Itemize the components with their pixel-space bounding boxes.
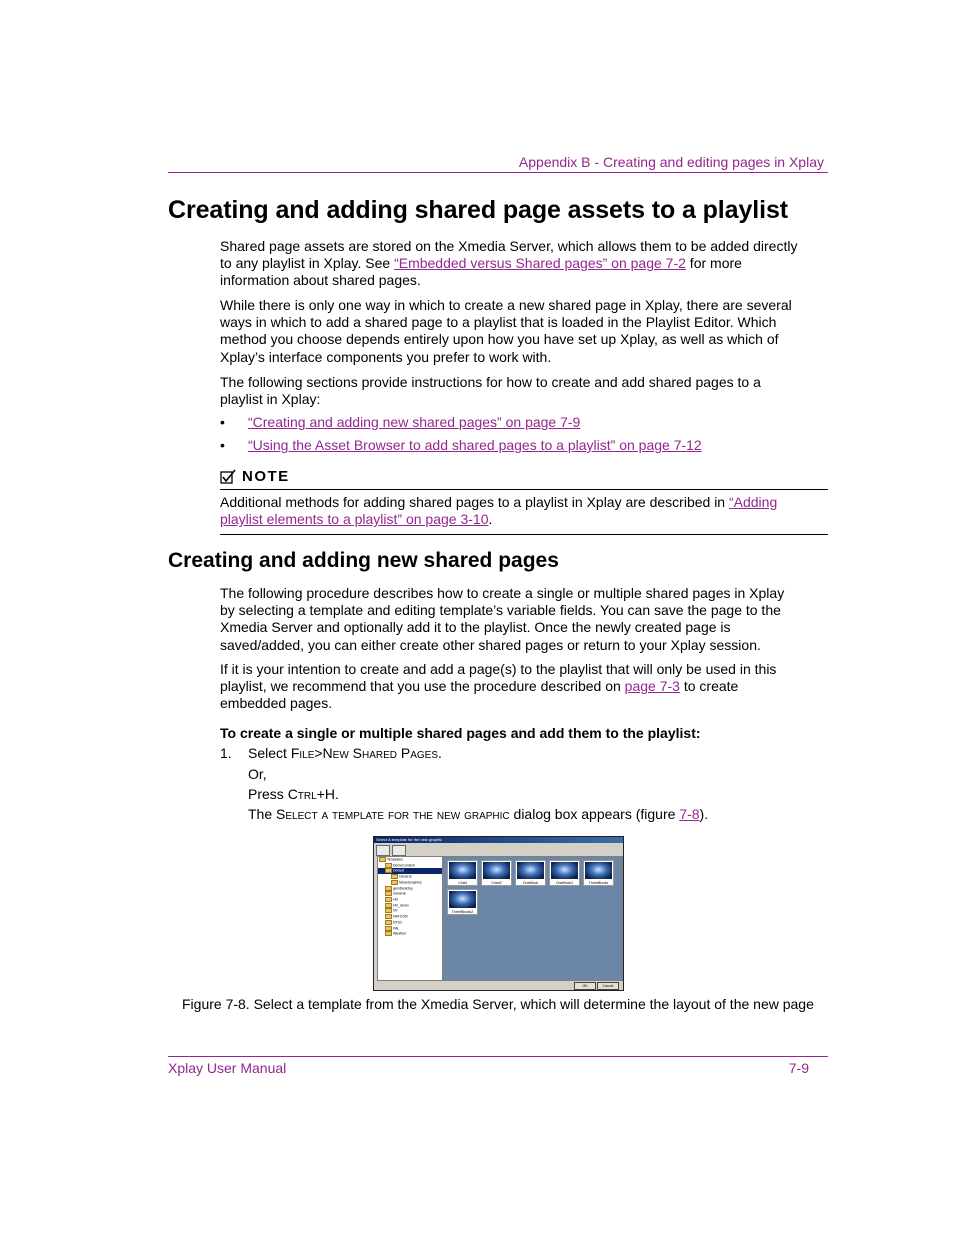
press-text <box>248 786 339 803</box>
tree-item-label: NewsGraphics <box>399 880 422 885</box>
template-thumbnail[interactable] <box>515 860 546 886</box>
template-thumbnail[interactable] <box>447 860 478 886</box>
intro-paragraph-1 <box>220 238 800 290</box>
intro-paragraph-3: The following sections provide instructions for how to create and add shared pages to a playlist in Xplay: <box>220 374 761 408</box>
tree-item-label: HD_demo <box>393 903 409 908</box>
note-body <box>220 494 820 528</box>
embedded-vs-shared-link[interactable]: “Embedded versus Shared pages” on page 7-2 <box>394 255 686 272</box>
dialog-text-a: The <box>248 806 277 822</box>
folder-icon <box>385 926 392 931</box>
intro-text-b: for more information about shared pages. <box>220 255 742 289</box>
list-view-icon[interactable] <box>392 845 406 856</box>
thumbnail-label: ThreeBlocks2 <box>451 909 474 914</box>
tree-item-label: Default <box>393 868 405 873</box>
note-heading <box>220 468 290 485</box>
folder-icon <box>385 863 392 868</box>
tree-item-label: Weather <box>393 931 407 936</box>
thumbnail-label: OneBlock2 <box>555 880 574 885</box>
step-text-b: . <box>438 745 442 761</box>
thumbnail-label: OneBlock <box>522 880 539 885</box>
folder-icon <box>391 880 398 885</box>
press-text-b: . <box>334 786 339 802</box>
note-text-b: . <box>488 511 493 528</box>
menu-path-new-shared-pages: File>New Shared Pages <box>290 745 439 761</box>
bullet-dot: • <box>220 414 225 430</box>
dialog-titlebar: Select A template for the new graphic <box>374 837 623 843</box>
folder-icon <box>385 920 392 925</box>
folder-icon <box>385 897 392 902</box>
tree-item-label: DemoContent <box>393 863 415 868</box>
section-title: Creating and adding new shared pages <box>168 549 559 572</box>
step-number: 1. <box>220 745 232 761</box>
template-thumbnail-grid <box>443 856 623 981</box>
note-text-a: Additional methods for adding shared pages to a playlist in Xplay are described in <box>220 494 729 510</box>
tree-item-label: General <box>399 874 412 879</box>
footer-manual-title: Xplay User Manual <box>168 1060 287 1076</box>
tree-item[interactable] <box>378 931 442 937</box>
folder-icon <box>385 914 392 919</box>
thumbnail-label: ThreeBlocks <box>588 880 609 885</box>
page-title: Creating and adding shared page assets to a playlist <box>168 196 788 224</box>
dialog-text-b: dialog box appears (figure <box>509 806 680 822</box>
template-tree <box>377 856 443 981</box>
dialog-text-c: ). <box>699 806 709 822</box>
template-thumbnail[interactable] <box>549 860 580 886</box>
ok-button[interactable]: OK <box>574 982 596 990</box>
tree-item-label: NTSC <box>393 920 403 925</box>
bullet-link-creating-new-shared-pages[interactable]: “Creating and adding new shared pages” on page 7-9 <box>248 414 581 430</box>
shortcut-ctrl-h: Ctrl+H <box>287 786 335 802</box>
footer-page-number: 7-9 <box>788 1060 809 1076</box>
cancel-button[interactable]: Cancel <box>597 982 619 990</box>
tree-item-label: HD <box>393 897 399 902</box>
figure-7-8-link[interactable]: 7-8 <box>679 806 700 822</box>
folder-icon <box>385 891 392 896</box>
section-paragraph-1: The following procedure describes how to create a single or multiple shared pages in Xplay by selecting a template and editing template’s variable fields. You can save the page to the Xmedia Server and optionally add it to the playlist. Once the newly created page is saved/added, you can either create other shared pages or return to your Xplay session. <box>220 585 785 653</box>
procedure-heading: To create a single or multiple shared pages and add them to the playlist: <box>220 725 701 741</box>
folder-icon <box>391 874 398 879</box>
step-text-a: Select <box>248 745 291 761</box>
page-7-3-link[interactable]: page 7-3 <box>624 678 680 695</box>
note-bottom-rule <box>220 534 828 535</box>
thumbnail-image <box>483 862 510 879</box>
thumbnail-image <box>585 862 612 879</box>
intro-text-a: Shared page assets are stored on the Xmedia Server, which allows them to be added directly to any playlist in Xplay. See <box>220 238 798 272</box>
bullet-link-asset-browser[interactable]: “Using the Asset Browser to add shared pages to a playlist” on page 7-12 <box>248 437 702 453</box>
thumbnail-image <box>517 862 544 879</box>
folder-icon <box>385 903 392 908</box>
folder-icon <box>385 931 392 936</box>
thumbnail-image <box>449 891 476 908</box>
folder-icon <box>385 886 392 891</box>
figure-caption: Figure 7-8. Select a template from the Xmedia Server, which will determine the layout of the new page <box>182 996 814 1012</box>
thumbnail-label: Chart <box>458 880 467 885</box>
tree-item-label: General <box>393 891 406 896</box>
checkbox-check-icon <box>220 469 236 485</box>
folder-icon <box>385 908 392 913</box>
template-thumbnail[interactable] <box>481 860 512 886</box>
note-top-rule <box>220 489 828 490</box>
intro-paragraph-2: While there is only one way in which to create a new shared page in Xplay, there are several ways in which to add a shared page to a playlist that is loaded in the Playlist Editor. Which method you choose depends entirely upon how you have set up Xplay, as well as which of Xplay’s interface components you prefer to work with. <box>220 297 792 365</box>
dialog-name: Select a template for the new graphic <box>276 806 510 822</box>
step-1-text <box>248 745 442 762</box>
large-icons-view-icon[interactable] <box>376 845 390 856</box>
folder-icon <box>385 868 392 873</box>
thumbnail-image <box>449 862 476 879</box>
adding-playlist-elements-link[interactable]: “Adding playlist elements to a playlist” on page 3-10 <box>220 494 778 528</box>
header-rule <box>168 172 828 173</box>
tree-item-label: NATCON <box>393 914 408 919</box>
section-p2-text-b: to create embedded pages. <box>220 678 739 712</box>
tree-item-label: gemDesktop <box>393 886 413 891</box>
tree-item-label: NY <box>393 908 398 913</box>
running-header: Appendix B - Creating and editing pages in Xplay <box>518 154 824 170</box>
or-text: Or, <box>248 766 267 782</box>
tree-item-label: Templates <box>387 857 403 862</box>
section-p2-text-a: If it is your intention to create and add a page(s) to the playlist that will only be used in this playlist, we recommend that you use the procedure described on <box>220 661 777 695</box>
template-thumbnail[interactable] <box>447 889 478 915</box>
section-paragraph-2 <box>220 661 800 713</box>
tree-item-label: PAL <box>393 926 400 931</box>
footer-rule <box>168 1056 828 1057</box>
folder-icon <box>379 857 386 862</box>
bullet-dot: • <box>220 437 225 453</box>
thumbnail-label: Chart2 <box>491 880 502 885</box>
figure-dialog-screenshot <box>373 836 624 991</box>
thumbnail-image <box>551 862 578 879</box>
dialog-text <box>248 806 708 823</box>
note-label: NOTE <box>242 468 290 485</box>
template-thumbnail[interactable] <box>583 860 614 886</box>
dialog-toolbar <box>376 845 406 855</box>
press-text-a: Press <box>248 786 288 802</box>
